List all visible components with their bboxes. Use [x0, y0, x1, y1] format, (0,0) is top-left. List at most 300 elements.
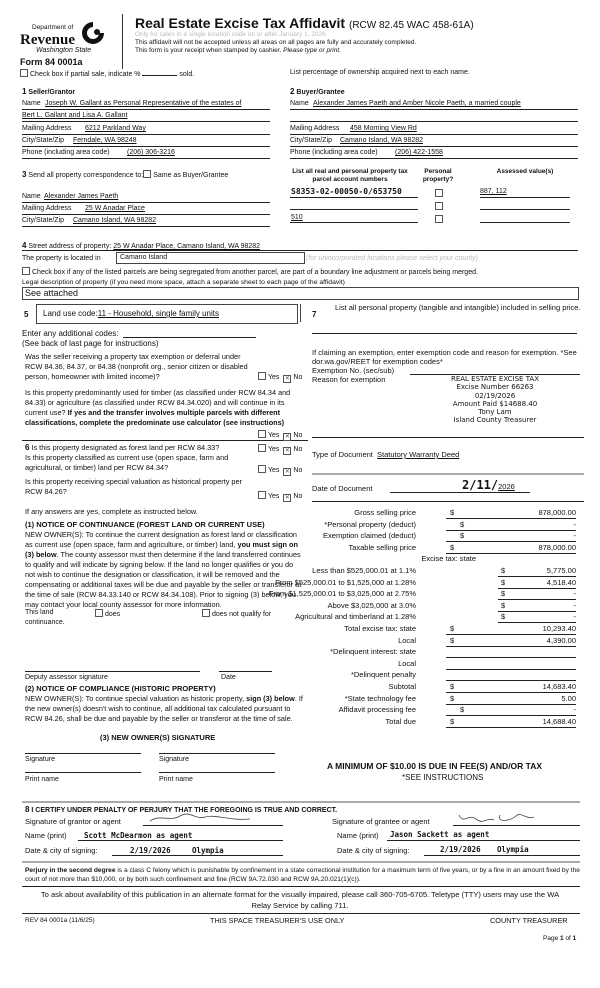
line [290, 134, 578, 135]
note-2 [135, 47, 341, 55]
yes-checkbox[interactable] [258, 372, 266, 380]
does-checkbox[interactable] [95, 609, 103, 617]
tax-row-value[interactable]: - [573, 589, 576, 599]
section-2-number: 2 [290, 87, 295, 96]
notice-2-title: (2) NOTICE OF COMPLIANCE (HISTORIC PROPERTY) [25, 684, 216, 693]
parcel-col-header: List all real and personal property tax parcel account numbers [292, 168, 408, 183]
tax-row-label: *Personal property (deduct) [324, 519, 416, 529]
segregated-label: Check box if any of the listed parcels are being segregated from another parcel, are part of a boundary line adjustment or parcels being merged. [32, 269, 478, 276]
line [480, 197, 570, 198]
tax-row-label: Exemption claimed (deduct) [323, 531, 416, 541]
no-checkbox[interactable]: ✕ [284, 495, 290, 501]
signature-line[interactable] [159, 753, 275, 754]
notice-3-title: (3) NEW OWNER(S) SIGNATURE [100, 733, 216, 742]
corr-city-label: City/State/Zip [22, 217, 65, 224]
tax-row [300, 554, 576, 565]
grantor-signature-line[interactable] [143, 825, 283, 826]
page-of: of [565, 935, 571, 942]
does-not-checkbox[interactable] [202, 609, 210, 617]
no-checkbox[interactable]: ✕ [284, 376, 290, 382]
exemption-no-label: Exemption No. (sec/sub) [312, 366, 395, 375]
grantor-sig-label: Signature of grantor or agent [25, 817, 121, 826]
print-name-line[interactable] [159, 772, 275, 773]
section-7-number: 7 [312, 310, 317, 319]
currency-symbol: $ [501, 589, 506, 599]
buyer-city[interactable]: Camano Island, WA 98282 [340, 137, 424, 144]
corr-mail[interactable]: 25 W Anadar Place [85, 205, 145, 212]
land-use-code[interactable]: 11 - Household, single family units [97, 309, 219, 318]
tax-row-label: Excise tax: state [421, 554, 476, 564]
grantee-date-label: Date & city of signing: [337, 846, 410, 855]
doc-type-value[interactable]: Statutory Warranty Deed [377, 450, 460, 459]
stamp-line: Island County Treasurer [453, 416, 537, 425]
treasurer-stamp [430, 375, 560, 425]
located-label: The property is located in [22, 255, 101, 262]
section-4-number: 4 [22, 241, 27, 250]
question-1: Was the seller receiving a property tax exemption or deferral under RCW 84.36, 84.37, or 84.38 (nonprofit org., senior citizen or disabled person, homeowner with limited income)? [25, 352, 248, 381]
seller-name-label: Name [22, 100, 41, 107]
currency-symbol: $ [460, 705, 465, 715]
segregated-checkbox[interactable] [22, 267, 30, 275]
divider [22, 801, 580, 803]
line [22, 250, 578, 251]
tax-row [300, 647, 576, 658]
notice-2-text [25, 694, 305, 724]
yes-no-group [258, 444, 302, 455]
notice-2-bold: sign (3) below [246, 694, 295, 703]
tax-row-label: *Delinquent penalty [350, 670, 416, 680]
currency-symbol: $ [501, 566, 506, 575]
title-text: Real Estate Excise Tax Affidavit [135, 15, 346, 31]
does-not-option [202, 609, 271, 619]
no-label: No [293, 374, 303, 381]
parcel-number[interactable]: 510 [291, 214, 303, 221]
minimum-due: A MINIMUM OF $10.00 IS DUE IN FEE(S) AND/OR TAX [327, 761, 543, 771]
tax-row [300, 520, 576, 531]
section-divider [300, 304, 301, 322]
yes-checkbox[interactable] [258, 444, 266, 452]
street-label: Street address of property: [28, 243, 112, 250]
line [22, 109, 270, 110]
alternate-format-notice: To ask about availability of this publication in an alternate format for the visually impaired, please call 360-705-6705. Teletype (TTY) users may use the WA Relay Service by calling 711. [40, 890, 560, 910]
tax-row [300, 531, 576, 542]
note-1: This affidavit will not be accepted unless all areas on all pages are fully and accurately completed. [135, 39, 417, 46]
tax-row-value[interactable]: - [573, 519, 576, 529]
tax-row-value[interactable]: 4,518.40 [546, 577, 576, 587]
grantee-date[interactable]: 2/19/2026 [440, 845, 481, 854]
treasurer-use-only: THIS SPACE TREASURER'S USE ONLY [210, 916, 345, 925]
question-2-text: Is this property predominantly used for timber (as classified under RCW 84.34 and 84.33) or agriculture (as classified under RCW 84.34.020) and will continue in its current use? [25, 388, 291, 417]
tax-row [300, 659, 576, 670]
corr-mail-label: Mailing Address [22, 205, 72, 212]
personal-property-checkbox[interactable] [435, 215, 443, 223]
buyer-mail[interactable]: 458 Morning View Rd [350, 125, 417, 132]
no-label: No [293, 432, 303, 439]
tax-row-value[interactable]: - [573, 600, 576, 610]
line [387, 840, 580, 841]
tax-row [300, 636, 576, 647]
yes-checkbox[interactable] [258, 491, 266, 499]
doc-type-row [312, 450, 459, 459]
currency-symbol: $ [450, 682, 455, 691]
grantee-name[interactable]: Jason Sackett as agent [390, 830, 490, 839]
line [22, 202, 270, 203]
line [290, 158, 578, 159]
tax-row-label: *Delinquent interest: state [330, 647, 416, 657]
line [112, 855, 283, 856]
doc-date: 2/11/ [462, 478, 499, 492]
personal-property-label: List all personal property (tangible and intangible) included in selling price. [335, 303, 581, 312]
question-6c: Is this property receiving special valuation as historical property per RCW 84.26? [25, 477, 242, 496]
no-label: No [293, 467, 303, 474]
line [78, 840, 283, 841]
currency-symbol: $ [450, 716, 455, 726]
tax-row-label: From $525,000.01 to $1,525,000 at 1.28% [275, 577, 416, 587]
tax-row [300, 624, 576, 635]
yes-checkbox[interactable] [258, 465, 266, 473]
tax-row-label: Taxable selling price [348, 542, 416, 552]
grantee-city[interactable]: Olympia [497, 845, 529, 854]
personal-col-header: Personal property? [422, 168, 454, 183]
buyer-heading-text: Buyer/Grantee [296, 89, 345, 96]
line [290, 109, 578, 110]
exemption-reason-line[interactable] [312, 437, 584, 438]
title-ref: (RCW 82.45 WAC 458-61A) [348, 20, 474, 31]
tax-row [300, 601, 576, 612]
print-name-line[interactable] [25, 772, 141, 773]
buyer-phone[interactable]: (206) 422-1558 [395, 149, 443, 156]
perjury-text: is a class C felony which is punishable by confinement in a state correctional institution for a maximum term of five years, or by a fine in an amount fixed by the court of not more than $10,000, or by both such confinement and fine (RCW 9A.72.030 and RCW 9A.20.021(1)(c)). [25, 867, 580, 883]
seller-mail-label: Mailing Address [22, 125, 72, 132]
divider [22, 861, 580, 863]
buyer-name[interactable]: Alexander James Paeth and Amber Nicole Paeth, a married couple [313, 100, 521, 107]
signature-label: Signature [159, 756, 189, 763]
no-checkbox[interactable]: ✕ [284, 469, 290, 475]
currency-symbol: $ [450, 624, 455, 633]
tax-row-value[interactable]: 4,390.00 [546, 635, 576, 645]
currency-symbol: $ [460, 531, 465, 541]
question-2 [25, 388, 305, 428]
notice-1-b: . The county assessor must then determine if the land transferred continues to qualify and will indicate by signing below. If the land no longer qualifies or you do not wish to continue the designation or classification, it will be removed and the compensating or additional taxes will be due and payable by the seller or transferor at the time of sale (RCW 84.33.140 or RCW 84.34.108). Prior to signing (3) below, you may contact your local county assessor for more information. [25, 550, 302, 609]
seller-name-1[interactable]: Joseph W. Gallant as Personal Representative of the estates of [45, 100, 242, 107]
does-not-label: does not qualify for [212, 611, 272, 618]
seller-heading-text: Seller/Grantor [28, 89, 76, 96]
form-number: Form 84 0001a [20, 57, 83, 67]
currency-symbol: $ [460, 519, 465, 529]
line [290, 121, 578, 122]
note-2-text: This form is your receipt when stamped by cashier. [135, 47, 282, 54]
signature-label: Signature [25, 756, 55, 763]
personal-property-input[interactable] [312, 333, 577, 334]
line [290, 197, 418, 198]
tax-row-label: Total excise tax: state [344, 624, 416, 633]
no-checkbox[interactable]: ✕ [284, 448, 290, 454]
line [480, 222, 570, 223]
yes-label: Yes [268, 374, 280, 381]
tax-row-value[interactable]: 5.00 [561, 693, 576, 703]
line [290, 222, 418, 223]
corr-name[interactable]: Alexander James Paeth [44, 193, 119, 200]
no-label: No [293, 493, 303, 500]
segregated-row [22, 267, 478, 277]
page-label: Page [543, 935, 559, 942]
notice-1-bold: you must sign on (3) below [25, 540, 298, 559]
divider [312, 473, 584, 475]
tax-row [300, 705, 576, 716]
partial-sale-label: Check box if partial sale, indicate % [30, 71, 141, 78]
print-name-label: Print name [159, 776, 193, 783]
additional-codes-label: Enter any additional codes: [22, 329, 119, 338]
buyer-phone-label: Phone (including area code) [290, 149, 378, 156]
doc-date-label: Date of Document [312, 484, 373, 493]
tax-row-label: *State technology fee [344, 693, 416, 703]
notice-1-a: NEW OWNER(S): To continue the current designation as forest land or classification as current use (open space, farm and agriculture, or timber) land, [25, 530, 297, 549]
grantee-signature-line[interactable] [453, 825, 580, 826]
grantor-date-label: Date & city of signing: [25, 846, 98, 855]
certify-text: I CERTIFY UNDER PENALTY OF PERJURY THAT THE FOREGOING IS TRUE AND CORRECT. [31, 807, 338, 814]
yes-label: Yes [268, 432, 280, 439]
seller-city-label: City/State/Zip [22, 137, 65, 144]
dor-logo-icon [80, 20, 106, 46]
gray-note: Only for sales in a single location code on or after January 1, 2026. [135, 31, 328, 38]
doc-year: 2026 [498, 482, 515, 491]
stamp-line: REAL ESTATE EXCISE TAX [450, 375, 540, 383]
buyer-heading [290, 87, 345, 97]
notice-2-b: . If the new owner(s) doesn't wish to continue, all additional tax calculated pursuant to RCW 84.26, shall be due and payable by the seller or transferor at the time of sale. [25, 694, 303, 723]
parcel-number[interactable]: S8353-02-00050-0/653750 [291, 187, 402, 196]
grantee-name-label: Name (print) [337, 831, 379, 840]
deputy-date-line[interactable] [219, 671, 272, 672]
partial-sale-checkbox[interactable] [20, 69, 28, 77]
grantor-signature-icon [145, 812, 255, 824]
yes-no-group [258, 372, 302, 383]
line [480, 209, 570, 210]
partial-sale-sold: sold. [179, 71, 195, 78]
stamp-line: 02/19/2026 [474, 391, 516, 400]
question-6a [25, 443, 250, 453]
section-6-number: 6 [25, 443, 30, 452]
same-as-buyer-label: Same as Buyer/Grantee [153, 172, 229, 179]
notice-1-title: (1) NOTICE OF CONTINUANCE (FOREST LAND OR CURRENT USE) [25, 520, 265, 529]
corr-city[interactable]: Camano Island, WA 98282 [73, 217, 157, 224]
tax-row [295, 612, 576, 623]
line [290, 209, 418, 210]
location-select[interactable]: Camano Island [116, 252, 305, 264]
deputy-date-label: Date [221, 674, 236, 681]
same-as-buyer-checkbox[interactable] [143, 170, 151, 178]
corr-name-label: Name [22, 193, 41, 200]
land-use-row [43, 309, 219, 319]
tax-row-label: Affidavit processing fee [338, 705, 416, 715]
legal-label: Legal description of property (if you need more space, attach a separate sheet to each page of the affidavit) [22, 279, 345, 286]
signature-line[interactable] [25, 753, 141, 754]
section-1-number: 1 [22, 87, 27, 96]
yes-no-group [258, 491, 302, 502]
line [22, 158, 270, 159]
page-number [543, 935, 576, 943]
perjury-bold: Perjury in the second degree [25, 867, 116, 874]
yes-no-group [258, 465, 302, 476]
this-land-label: This land [25, 609, 54, 616]
grantor-city[interactable]: Olympia [192, 846, 224, 855]
yes-no-group [258, 430, 302, 441]
question-6b: Is this property classified as current use (open space, farm and agricultural, or timber) land per RCW 84.34? [25, 453, 229, 472]
seller-phone[interactable]: (206) 306-3216 [127, 149, 175, 156]
page-total: 1 [572, 935, 577, 942]
page-title [135, 15, 474, 32]
additional-codes-input[interactable] [123, 337, 256, 338]
dept-label: Department of [32, 24, 74, 31]
currency-symbol: $ [450, 508, 455, 517]
yes-label: Yes [268, 467, 280, 474]
stamp-line: Excise Number 66263 [456, 383, 534, 392]
doc-type-label: Type of Document [312, 450, 373, 459]
tax-row-label: Local [398, 635, 416, 645]
tax-row-value[interactable]: 10,293.40 [542, 624, 576, 633]
header-divider [122, 14, 123, 69]
tax-row-line [446, 727, 576, 728]
seller-heading [22, 87, 75, 97]
partial-sale-row [20, 69, 194, 79]
perjury-notice [25, 866, 585, 884]
divider [22, 913, 580, 914]
yes-checkbox[interactable] [258, 430, 266, 438]
doc-date-line [390, 492, 530, 493]
see-instructions: *SEE INSTRUCTIONS [402, 773, 484, 782]
tax-row-value[interactable]: 5,775.00 [546, 566, 576, 575]
tax-row [300, 543, 576, 554]
print-name-label: Print name [25, 776, 59, 783]
question-2-bold: If yes and the transfer involves multiple parcels with different classifications, complete the predominate use calculator (see instructions) [25, 408, 285, 427]
notices-intro: If any answers are yes, complete as instructed below. [25, 507, 198, 516]
grantor-date[interactable]: 2/19/2026 [130, 846, 171, 855]
location-hint: (for unincorporated locations please select your county) [306, 255, 478, 262]
exemption-reason-label: Reason for exemption [312, 375, 386, 384]
deputy-sig-label: Deputy assessor signature [25, 674, 108, 681]
additional-codes-note: (See back of last page for instructions) [22, 339, 159, 348]
legal-description-field[interactable]: See attached [22, 287, 579, 300]
grantee-signature-icon [456, 811, 536, 824]
line [22, 146, 270, 147]
notice-2-a: NEW OWNER(S): To continue special valuation as historic property, [25, 694, 245, 703]
divider [22, 886, 580, 887]
note-2-italic: Please type or print. [283, 47, 341, 54]
currency-symbol: $ [450, 635, 455, 645]
no-checkbox[interactable]: ✕ [284, 434, 290, 440]
tax-row-label: Above $3,025,000 at 3.0% [327, 600, 416, 610]
page-current: 1 [560, 935, 564, 942]
tax-row-value[interactable]: - [573, 531, 576, 541]
line [22, 226, 270, 227]
stamp-line: Amount Paid $14688.40 [452, 399, 538, 408]
doc-date-value[interactable] [462, 478, 515, 492]
county-treasurer: COUNTY TREASURER [490, 916, 568, 925]
land-use-label: Land use code: [43, 309, 98, 318]
partial-percent-input[interactable] [142, 75, 177, 76]
no-label: No [293, 446, 303, 453]
assessed-col-header: Assessed value(s) [496, 168, 554, 175]
buyer-city-label: City/State/Zip [290, 137, 333, 144]
notice-1-text [25, 530, 305, 610]
street-address[interactable]: 25 W Anadar Place, Camano Island, WA 98282 [113, 243, 261, 250]
tax-row [300, 566, 576, 577]
yes-label: Yes [268, 446, 280, 453]
tax-row-value[interactable]: 878,000.00 [538, 508, 576, 517]
does-option [95, 609, 120, 619]
section-3-number: 3 [22, 170, 27, 179]
tax-row-label: Total due [385, 716, 416, 726]
assessed-value[interactable]: 887, 112 [480, 188, 507, 195]
grantor-name[interactable]: Scott McDearmon as agent [84, 831, 193, 840]
tax-row [268, 589, 576, 600]
washington-state-label: Washington State [36, 47, 92, 54]
question-6a-text: Is this property designated as forest land per RCW 84.33? [31, 443, 220, 452]
tax-row-label: Agricultural and timberland at 1.28% [295, 612, 416, 622]
buyer-mail-label: Mailing Address [290, 125, 340, 132]
tax-row-value[interactable]: 14,688.40 [542, 716, 576, 726]
deputy-signature-line[interactable] [25, 671, 200, 672]
stamp-line: Tony Lam [478, 408, 512, 417]
section-5-number: 5 [24, 310, 29, 319]
seller-mail[interactable]: 6212 Parkland Way [85, 125, 146, 132]
divider [312, 501, 584, 502]
ownership-note: List percentage of ownership acquired next to each name. [290, 69, 470, 76]
grantor-name-label: Name (print) [25, 831, 67, 840]
tax-row-label: Subtotal [388, 682, 416, 691]
line [22, 214, 270, 215]
does-label: does [105, 611, 121, 618]
currency-symbol: $ [501, 577, 506, 587]
continuance-label: continuance. [25, 619, 65, 626]
correspondence-label: Send all property correspondence to: [28, 172, 144, 179]
tax-row-label: Less than $525,000.01 at 1.1% [312, 566, 416, 575]
line [22, 134, 270, 135]
grantee-sig-label: Signature of grantee or agent [332, 817, 430, 826]
line [424, 855, 580, 856]
tax-row-label: Local [398, 658, 416, 668]
tax-row-label: From $1,525,000.01 to $3,025,000 at 2.75% [268, 589, 416, 599]
currency-symbol: $ [501, 612, 506, 622]
tax-row-value[interactable]: 14,683.40 [542, 682, 576, 691]
tax-row-label: Gross selling price [354, 508, 416, 517]
personal-property-checkbox[interactable] [435, 202, 443, 210]
currency-symbol: $ [450, 693, 455, 703]
exemption-text: If claiming an exemption, enter exemption code and reason for exemption. *See dor.wa.gov/REET for exemption codes* [312, 348, 577, 366]
buyer-name-label: Name [290, 100, 309, 107]
tax-row [300, 508, 576, 519]
tax-row-value[interactable]: - [573, 612, 576, 622]
line [22, 121, 270, 122]
tax-row [300, 682, 576, 693]
seller-phone-label: Phone (including area code) [22, 149, 110, 156]
correspondence-row [22, 170, 228, 180]
line [290, 146, 578, 147]
currency-symbol: $ [501, 600, 506, 610]
currency-symbol: $ [450, 542, 455, 552]
yes-label: Yes [268, 493, 280, 500]
tax-row-value[interactable]: - [573, 705, 576, 715]
tax-row [275, 577, 576, 589]
seller-city[interactable]: Ferndale, WA 98248 [73, 137, 137, 144]
tax-row [300, 717, 576, 728]
revenue-logo-text: Revenue [20, 32, 75, 48]
seller-name-2[interactable]: Bert L. Gallant and Lisa A. Gallant [22, 112, 128, 119]
section-8-number: 8 [25, 805, 30, 814]
tax-row-value[interactable]: 878,000.00 [538, 542, 576, 552]
tax-row [300, 670, 576, 681]
tax-row [300, 694, 576, 705]
personal-property-checkbox[interactable] [435, 189, 443, 197]
